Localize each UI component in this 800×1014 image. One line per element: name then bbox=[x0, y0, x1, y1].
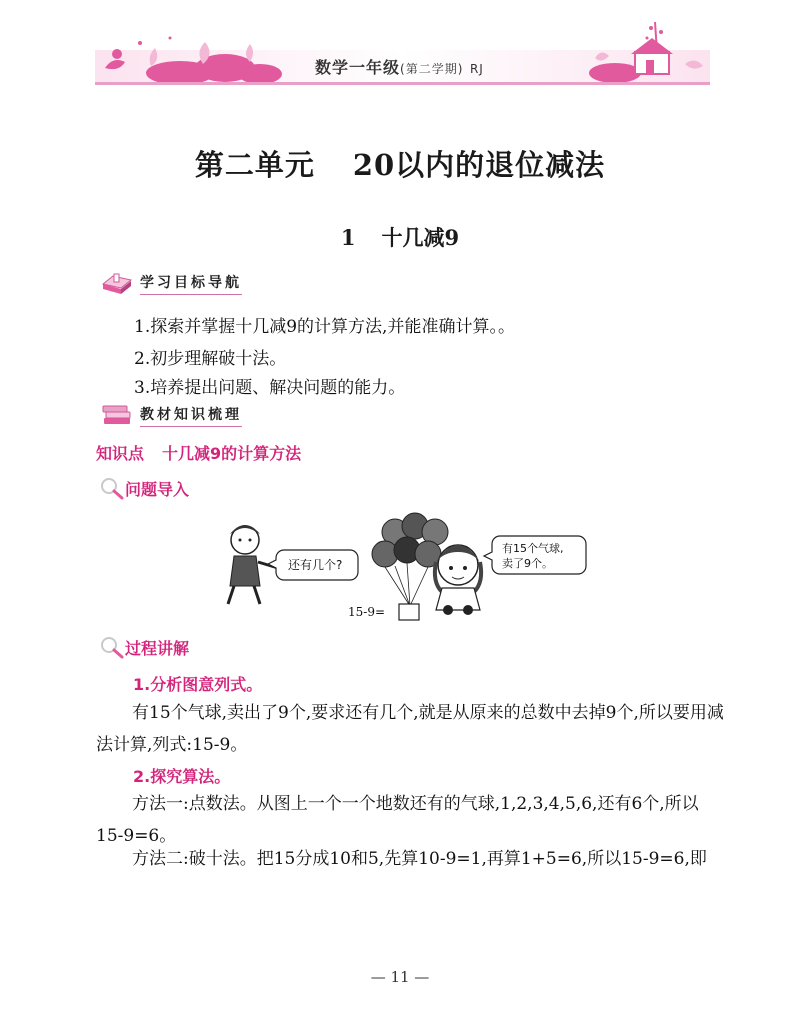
goal-item: 3.培养提出问题、解决问题的能力。 bbox=[134, 378, 406, 398]
section-knowledge-header bbox=[100, 400, 242, 430]
unit-title bbox=[0, 143, 800, 184]
step2-method2: 方法二:破十法。把15分成10和5,先算10-9=1,再算1+5=6,所以15-9=6,即 bbox=[132, 849, 707, 869]
lesson-number: 1 bbox=[340, 225, 356, 250]
header-divider bbox=[95, 82, 710, 85]
girl-speech-line1: 有15个气球, bbox=[502, 542, 564, 555]
book-title: 数学一年级 bbox=[315, 58, 401, 77]
unit-label: 第二单元 bbox=[194, 148, 315, 182]
boy-speech: 还有几个? bbox=[288, 558, 343, 572]
lesson-name: 十几减9 bbox=[381, 225, 460, 250]
edition: RJ bbox=[469, 62, 484, 76]
question-intro-label: 问题导入 bbox=[125, 479, 190, 499]
semester: (第二学期) bbox=[400, 62, 464, 76]
knowledge-point-label: 知识点 bbox=[96, 444, 145, 463]
section-goals-label: 学习目标导航 bbox=[140, 272, 242, 295]
section-knowledge-label: 教材知识梳理 bbox=[140, 404, 242, 427]
girl-speech-line2: 卖了9个。 bbox=[502, 557, 553, 570]
step2-method1: 方法一:点数法。从图上一个一个地数还有的气球,1,2,3,4,5,6,还有6个,所以15-9=6。 bbox=[96, 794, 699, 846]
header-title bbox=[315, 55, 484, 78]
equation-text: 15-9= bbox=[348, 605, 386, 619]
process-header bbox=[99, 635, 189, 659]
section-goals-header bbox=[100, 268, 242, 298]
step2-title: 2.探究算法。 bbox=[133, 767, 231, 786]
balloon-illustration bbox=[210, 510, 600, 630]
process-label: 过程讲解 bbox=[125, 638, 190, 658]
girl-figure bbox=[435, 545, 481, 615]
knowledge-point bbox=[96, 441, 301, 464]
goal-item: 2.初步理解破十法。 bbox=[134, 349, 287, 369]
book-shelf-icon bbox=[100, 270, 134, 296]
magnifier-icon bbox=[99, 476, 125, 500]
question-intro-header bbox=[99, 476, 189, 500]
balloons bbox=[372, 513, 448, 606]
step1-text: 有15个气球,卖出了9个,要求还有几个,就是从原来的总数中去掉9个,所以要用减法计算,列式:15-9。 bbox=[96, 703, 724, 755]
page-number: — 11 — bbox=[370, 968, 430, 986]
answer-box bbox=[399, 604, 419, 620]
step1-title: 1.分析图意列式。 bbox=[133, 675, 263, 694]
unit-name: 20以内的退位减法 bbox=[352, 148, 606, 182]
goal-item: 1.探索并掌握十几减9的计算方法,并能准确计算。。 bbox=[134, 317, 515, 337]
knowledge-point-topic: 十几减9的计算方法 bbox=[162, 444, 302, 463]
books-stack-icon bbox=[100, 402, 134, 428]
magnifier-icon bbox=[99, 635, 125, 659]
lesson-title bbox=[0, 222, 800, 252]
